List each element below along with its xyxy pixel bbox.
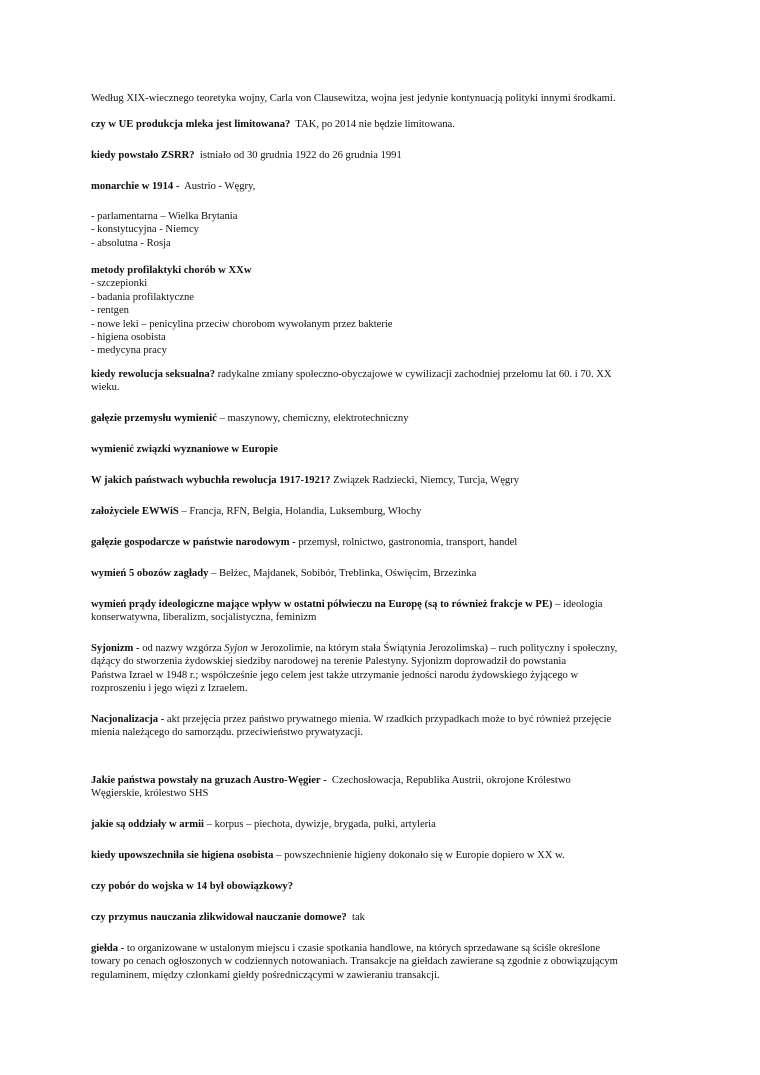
list-item: - higiena osobista bbox=[91, 332, 166, 344]
answer: radykalne zmiany społeczno-obyczajowe w cywilizacji zachodniej przełomu lat 60. i 70. XX bbox=[217, 369, 612, 380]
term: giełda - bbox=[91, 943, 125, 954]
prophylaxis-section bbox=[91, 264, 681, 358]
answer: – maszynowy, chemiczny, elektrotechniczny bbox=[219, 413, 409, 424]
question: kiedy powstało ZSRR? bbox=[91, 150, 195, 161]
answer: istniało od 30 grudnia 1922 do 26 grudnia 1991 bbox=[199, 150, 402, 161]
answer: – Bełżec, Majdanek, Sobibór, Treblinka, Oświęcim, Brzezinka bbox=[211, 568, 477, 579]
term: Nacjonalizacja - bbox=[91, 714, 165, 725]
austro-hungary-question bbox=[91, 774, 681, 801]
nationalization-definition: Nacjonalizacja - akt przejęcia przez państwo prywatnego mienia. W rzadkich przypadkach może to być również przejęcie mienia należącego do samorządu. przeciwieństwo prywatyzacji. bbox=[91, 714, 612, 739]
question: gałęzie przemysłu wymienić bbox=[91, 413, 217, 424]
list-item: - medycyna pracy bbox=[91, 345, 167, 357]
zionism-definition: Syjonizm - od nazwy wzgórza Syjon w Jerozolimie, na którym stała Świątynia Jerozolimska) – ruch polityczny i społeczny, dążący do stworzenia żydowskiej siedziby narodowej na terenie Palestyny. Syjonizm doprowadził do powstania Państwa Izrael w 1948 r.; współcześnie jego celem jest także utrzymanie jedności narodu żydowskiego żyjącego w rozproszeniu i jego więzi z Izraelem. bbox=[91, 643, 618, 695]
schooling-question bbox=[91, 911, 681, 924]
army-question bbox=[91, 818, 681, 831]
question: gałęzie gospodarcze w państwie narodowym - bbox=[91, 537, 296, 548]
answer: Związek Radziecki, Niemcy, Turcja, Węgry bbox=[333, 475, 520, 486]
monarchies-question bbox=[91, 180, 681, 193]
list-item: - rentgen bbox=[91, 305, 129, 317]
exchange-definition: giełda - to organizowane w ustalonym miejscu i czasie spotkania handlowe, na których sprzedawane są ściśle określone towary po cenach ogłoszonych w codziennych notowaniach. Transakcje na giełdach zawierane są zgodnie z obowiązującym regulaminem, między członkami giełdy pośredniczącymi w zawieraniu transakcji. bbox=[91, 943, 618, 981]
ussr-question bbox=[91, 149, 681, 162]
list-item: - szczepionki bbox=[91, 278, 148, 290]
question: czy pobór do wojska w 14 był obowiązkowy? bbox=[91, 881, 293, 892]
answer-continued: Węgierskie, królestwo SHS bbox=[91, 788, 209, 800]
camps-question bbox=[91, 567, 681, 580]
sexual-revolution-question bbox=[91, 368, 681, 395]
answer: – Francja, RFN, Belgia, Holandia, Luksemburg, Włochy bbox=[181, 506, 422, 517]
industry-question bbox=[91, 412, 681, 425]
list-item: - nowe leki – penicylina przeciw chorobom wywołanym przez bakterie bbox=[91, 318, 393, 330]
conscription-question bbox=[91, 880, 681, 893]
list-item: - badania profilaktyczne bbox=[91, 291, 194, 303]
list-item: - konstytucyjna - Niemcy bbox=[91, 224, 199, 236]
question: kiedy rewolucja seksualna? bbox=[91, 369, 216, 380]
milk-quota-question bbox=[91, 118, 681, 131]
clausewitz-paragraph: Według XIX-wiecznego teoretyka wojny, Carla von Clausewitza, wojna jest jedynie kontynuacją polityki innymi środkami. bbox=[91, 93, 616, 104]
revolution-1917-question bbox=[91, 474, 681, 487]
question: wymień 5 obozów zagłady bbox=[91, 568, 209, 579]
question: wymienić związki wyznaniowe w Europie bbox=[91, 444, 278, 455]
term: Syjonizm - bbox=[91, 643, 140, 654]
question: kiedy upowszechniła sie higiena osobista bbox=[91, 850, 274, 861]
answer: – powszechnienie higieny dokonało się w Europie dopiero w XX w. bbox=[276, 850, 565, 861]
answer-continued: konserwatywna, liberalizm, socjalistyczna, feminizm bbox=[91, 612, 317, 624]
question: W jakich państwach wybuchła rewolucja 1917-1921? bbox=[91, 475, 331, 486]
answer: – korpus – piechota, dywizje, brygada, pułki, artyleria bbox=[206, 819, 436, 830]
monarchies-list bbox=[91, 210, 681, 250]
question: Jakie państwa powstały na gruzach Austro-Węgier - bbox=[91, 775, 327, 786]
list-item: - parlamentarna – Wielka Brytania bbox=[91, 211, 238, 222]
question: czy w UE produkcja mleka jest limitowana? bbox=[91, 119, 291, 130]
ideologies-question bbox=[91, 598, 681, 625]
answer: TAK, po 2014 nie będzie limitowana. bbox=[295, 119, 455, 130]
question: jakie są oddziały w armii bbox=[91, 819, 204, 830]
answer: przemysł, rolnictwo, gastronomia, transport, handel bbox=[298, 537, 518, 548]
question: metody profilaktyki chorób w XXw bbox=[91, 265, 252, 276]
ewwis-question bbox=[91, 505, 681, 518]
question: czy przymus nauczania zlikwidował nauczanie domowe? bbox=[91, 912, 347, 923]
answer-continued: wieku. bbox=[91, 382, 120, 394]
question: założyciele EWWiS bbox=[91, 506, 179, 517]
answer: Austrio - Węgry, bbox=[184, 181, 256, 192]
hygiene-question bbox=[91, 849, 681, 862]
religions-question bbox=[91, 443, 681, 456]
list-item: - absolutna - Rosja bbox=[91, 237, 171, 249]
question: wymień prądy ideologiczne mające wpływ w ostatni półwieczu na Europę (są to również frakcje w PE) bbox=[91, 599, 553, 610]
answer: tak bbox=[352, 912, 365, 923]
answer: Czechosłowacja, Republika Austrii, okrojone Królestwo bbox=[331, 775, 571, 786]
question: monarchie w 1914 - bbox=[91, 181, 180, 192]
economy-question bbox=[91, 536, 681, 549]
answer: – ideologia bbox=[555, 599, 603, 610]
